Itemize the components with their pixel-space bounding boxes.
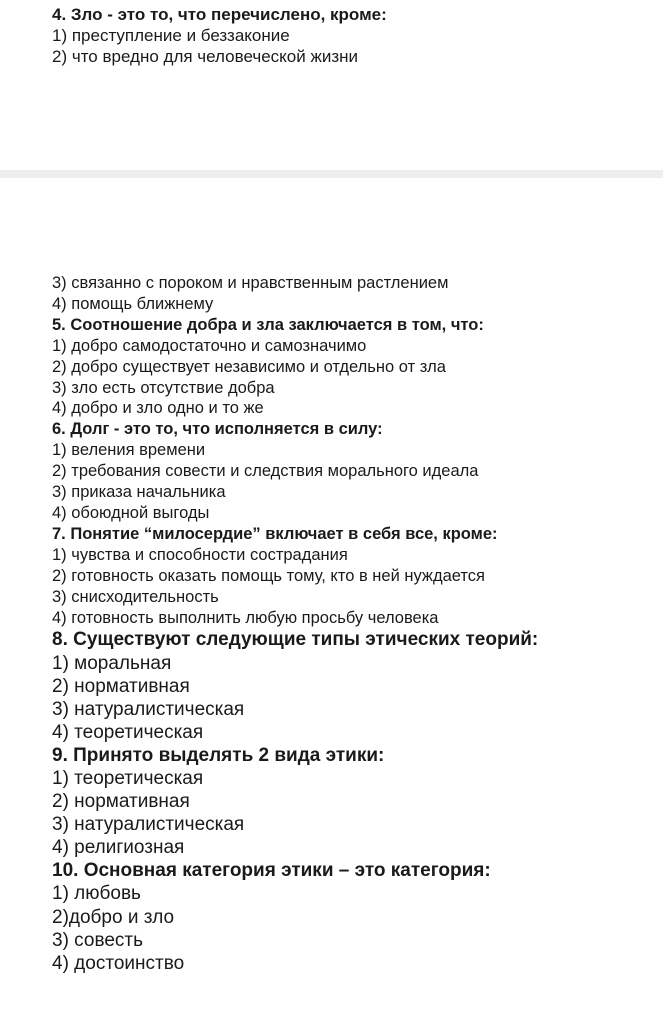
answer-option: 3) снисходительность	[52, 587, 219, 606]
page-divider	[0, 170, 663, 178]
answer-option: 1) теоретическая	[52, 767, 204, 789]
answer-option: 2) что вредно для человеческой жизни	[52, 47, 358, 66]
answer-option: 3) натуралистическая	[52, 698, 245, 720]
answer-option: 2) готовность оказать помощь тому, кто в ней нуждается	[52, 566, 485, 585]
answer-option: 1) веления времени	[52, 441, 206, 460]
answer-option: 4) помощь ближнему	[52, 294, 214, 313]
answer-option: 2) добро существует независимо и отдельно от зла	[52, 357, 446, 376]
question-text: 6. Долг - это то, что исполняется в силу:	[52, 420, 383, 439]
question-text: 4. Зло - это то, что перечислено, кроме:	[52, 5, 387, 24]
answer-option: 3) совесть	[52, 929, 144, 951]
question-text: 5. Соотношение добра и зла заключается в том, что:	[52, 315, 484, 334]
answer-option: 1) любовь	[52, 883, 141, 905]
answer-option: 2)добро и зло	[52, 906, 175, 928]
answer-option: 2) требования совести и следствия морального идеала	[52, 462, 479, 481]
answer-option: 1) преступление и беззаконие	[52, 26, 290, 45]
answer-option: 4) обоюдной выгоды	[52, 503, 210, 522]
answer-option: 1) чувства и способности сострадания	[52, 545, 348, 564]
answer-option: 1) добро самодостаточно и самозначимо	[52, 336, 367, 355]
answer-option: 4) добро и зло одно и то же	[52, 399, 264, 418]
question-block-top	[52, 4, 653, 67]
question-text: 7. Понятие “милосердие” включает в себя все, кроме:	[52, 524, 498, 543]
answer-option: 3) зло есть отсутствие добра	[52, 378, 275, 397]
answer-option: 2) нормативная	[52, 675, 190, 697]
answer-option: 4) теоретическая	[52, 721, 204, 743]
answer-option: 4) достоинство	[52, 952, 185, 974]
question-block-bottom	[52, 273, 653, 975]
question-text: 9. Принято выделять 2 вида этики:	[52, 744, 385, 766]
question-text: 8. Существуют следующие типы этических теорий:	[52, 629, 539, 651]
answer-option: 4) религиозная	[52, 837, 185, 859]
answer-option: 4) готовность выполнить любую просьбу человека	[52, 608, 439, 627]
answer-option: 2) нормативная	[52, 791, 190, 813]
answer-option: 3) приказа начальника	[52, 483, 226, 502]
question-text: 10. Основная категория этики – это категория:	[52, 860, 491, 882]
answer-option: 1) моральная	[52, 652, 172, 674]
answer-option: 3) связанно с пороком и нравственным растлением	[52, 274, 449, 292]
answer-option: 3) натуралистическая	[52, 814, 245, 836]
